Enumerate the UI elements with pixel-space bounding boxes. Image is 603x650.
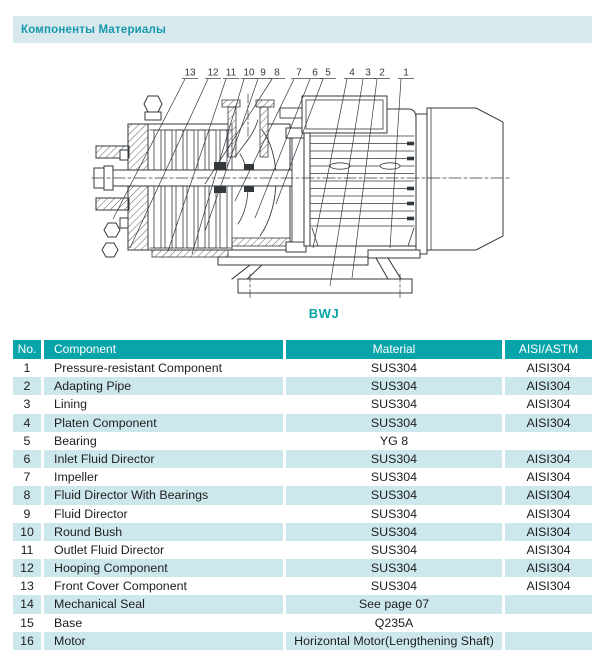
cell-no: 14 bbox=[13, 595, 41, 613]
cell-no: 3 bbox=[23, 397, 31, 412]
cell-aisi: AISI304 bbox=[526, 361, 571, 375]
table-row bbox=[13, 486, 592, 504]
cell-no: 12 bbox=[13, 559, 41, 577]
cell-aisi bbox=[505, 595, 592, 613]
cell-material: SUS304 bbox=[370, 470, 418, 485]
cell-no: 7 bbox=[23, 470, 31, 485]
cell-aisi: AISI304 bbox=[505, 523, 592, 541]
cell-material: SUS304 bbox=[286, 523, 502, 541]
callout-number-3: 3 bbox=[365, 67, 371, 79]
cell-material: SUS304 bbox=[286, 414, 502, 432]
cell-no: 4 bbox=[13, 414, 41, 432]
cell-aisi: AISI304 bbox=[505, 559, 592, 577]
table-row bbox=[13, 468, 592, 486]
cell-aisi bbox=[505, 614, 592, 632]
cell-no: 13 bbox=[20, 579, 34, 594]
cell-no: 16 bbox=[13, 632, 41, 650]
cell-aisi: AISI304 bbox=[526, 470, 571, 485]
cell-component: Outlet Fluid Director bbox=[54, 542, 165, 557]
table-row bbox=[13, 632, 592, 650]
table-row bbox=[13, 414, 592, 432]
cell-aisi: AISI304 bbox=[526, 506, 571, 521]
cell-component: Platen Component bbox=[44, 414, 283, 432]
column-header-material: Material bbox=[286, 340, 502, 359]
callout-number-5: 5 bbox=[325, 67, 331, 79]
callout-number-8: 8 bbox=[274, 67, 280, 79]
cell-component: Round Bush bbox=[44, 523, 283, 541]
cell-component: Bearing bbox=[54, 433, 97, 448]
table-row bbox=[13, 432, 592, 450]
table-row bbox=[13, 505, 592, 523]
callout-number-1: 1 bbox=[403, 67, 409, 79]
cell-material: SUS304 bbox=[370, 361, 418, 375]
callout-number-7: 7 bbox=[296, 67, 302, 79]
cell-component: Inlet Fluid Director bbox=[44, 450, 283, 468]
drawing-geometry bbox=[92, 94, 512, 298]
cell-aisi: AISI304 bbox=[505, 450, 592, 468]
cell-material: SUS304 bbox=[370, 397, 418, 412]
cell-no: 15 bbox=[20, 615, 34, 630]
cell-component: Front Cover Component bbox=[54, 579, 187, 594]
cell-component: Lining bbox=[54, 397, 88, 412]
cell-aisi: AISI304 bbox=[526, 397, 571, 412]
section-title-bar bbox=[13, 16, 592, 43]
table-row bbox=[13, 450, 592, 468]
cell-no: 8 bbox=[13, 486, 41, 504]
table-row bbox=[13, 377, 592, 395]
cell-aisi: AISI304 bbox=[526, 542, 571, 557]
cell-no: 5 bbox=[23, 433, 31, 448]
column-header-aisi-astm: AISI/ASTM bbox=[505, 340, 592, 359]
cell-material: Q235A bbox=[374, 615, 414, 630]
cell-component: Adapting Pipe bbox=[44, 377, 283, 395]
table-row bbox=[13, 577, 592, 595]
cell-component: Fluid Director bbox=[54, 506, 128, 521]
cell-aisi bbox=[505, 432, 592, 450]
cell-material: SUS304 bbox=[370, 506, 418, 521]
cell-material: SUS304 bbox=[286, 486, 502, 504]
cell-aisi bbox=[505, 632, 592, 650]
cell-no: 11 bbox=[20, 542, 34, 557]
cell-material: SUS304 bbox=[286, 377, 502, 395]
cell-material: SUS304 bbox=[370, 579, 418, 594]
cell-component: Motor bbox=[44, 632, 283, 650]
cell-aisi: AISI304 bbox=[505, 414, 592, 432]
table-row bbox=[13, 395, 592, 413]
callout-number-9: 9 bbox=[260, 67, 266, 79]
cell-aisi: AISI304 bbox=[505, 377, 592, 395]
column-header-component: Component bbox=[44, 340, 283, 359]
callout-number-2: 2 bbox=[379, 67, 385, 79]
cell-material: See page 07 bbox=[286, 595, 502, 613]
cell-component: Impeller bbox=[54, 470, 99, 485]
callout-number-13: 13 bbox=[184, 67, 196, 79]
cell-material: SUS304 bbox=[286, 450, 502, 468]
cell-material: SUS304 bbox=[370, 542, 418, 557]
column-header-no: No. bbox=[13, 340, 41, 359]
cell-component: Base bbox=[54, 615, 83, 630]
cell-no: 2 bbox=[13, 377, 41, 395]
callout-number-12: 12 bbox=[207, 67, 219, 79]
cell-component: Hooping Component bbox=[44, 559, 283, 577]
diagram-caption: BWJ bbox=[308, 306, 340, 321]
callout-number-10: 10 bbox=[243, 67, 255, 79]
table-body bbox=[13, 359, 592, 650]
table-row bbox=[13, 595, 592, 613]
callout-number-6: 6 bbox=[312, 67, 318, 79]
table-row bbox=[13, 359, 592, 377]
cell-no: 9 bbox=[23, 506, 31, 521]
cell-component: Pressure-resistant Component bbox=[54, 361, 223, 375]
callout-number-4: 4 bbox=[349, 67, 355, 79]
cell-no: 6 bbox=[13, 450, 41, 468]
table-row bbox=[13, 559, 592, 577]
pump-diagram bbox=[0, 58, 603, 328]
cell-aisi: AISI304 bbox=[505, 486, 592, 504]
cell-aisi: AISI304 bbox=[526, 579, 571, 594]
cell-component: Mechanical Seal bbox=[44, 595, 283, 613]
table-header-row bbox=[13, 340, 592, 359]
cell-no: 1 bbox=[23, 361, 31, 375]
cell-no: 10 bbox=[13, 523, 41, 541]
pump-cross-section-drawing bbox=[0, 58, 603, 310]
cell-component: Fluid Director With Bearings bbox=[44, 486, 283, 504]
cell-material: YG 8 bbox=[379, 433, 409, 448]
materials-table bbox=[13, 340, 592, 650]
section-title: Компоненты Материалы bbox=[21, 23, 167, 36]
cell-material: SUS304 bbox=[286, 559, 502, 577]
callout-number-11: 11 bbox=[225, 67, 237, 79]
table-row bbox=[13, 523, 592, 541]
cell-material: Horizontal Motor(Lengthening Shaft) bbox=[286, 632, 502, 650]
table-row bbox=[13, 541, 592, 559]
table-row bbox=[13, 614, 592, 632]
